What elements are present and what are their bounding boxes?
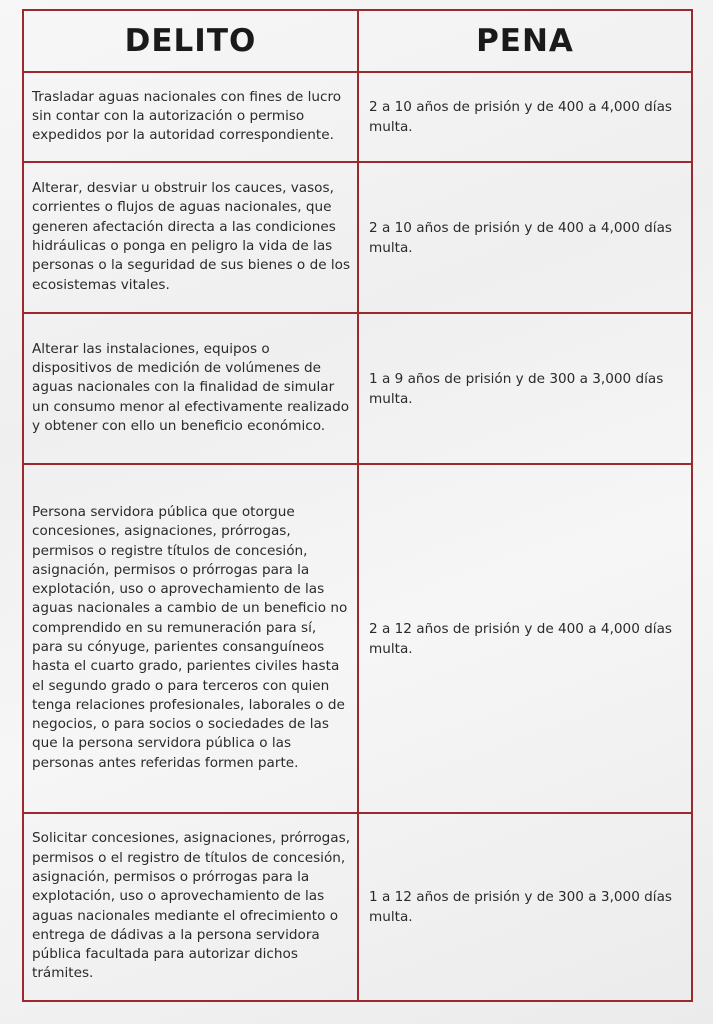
crime-cell: Solicitar concesiones, asignaciones, prórrogas, permisos o el registro de títulos de concesión, asignación, permisos o prórrogas para la explotación, uso o aprovechamiento de las aguas nacionales mediante el ofrecimiento o entrega de dádivas a la persona servidora pública facultada para autorizar dichos trámites.	[23, 813, 358, 1001]
crime-cell: Alterar, desviar u obstruir los cauces, vasos, corrientes o flujos de aguas nacionales, que generen afectación directa a las condiciones hidráulicas o ponga en peligro la vida de las personas o la seguridad de sus bienes o de los ecosistemas vitales.	[23, 162, 358, 313]
table-row	[23, 162, 692, 313]
header-crime: DELITO	[23, 10, 358, 72]
table-row	[23, 313, 692, 464]
table-row	[23, 464, 692, 813]
penalty-cell: 2 a 10 años de prisión y de 400 a 4,000 días multa.	[358, 72, 692, 162]
crime-cell: Alterar las instalaciones, equipos o dispositivos de medición de volúmenes de aguas nacionales con la finalidad de simular un consumo menor al efectivamente realizado y obtener con ello un beneficio económico.	[23, 313, 358, 464]
crimes-penalties-table	[22, 9, 693, 1002]
penalty-cell: 1 a 12 años de prisión y de 300 a 3,000 días multa.	[358, 813, 692, 1001]
table-row	[23, 72, 692, 162]
penalty-cell: 1 a 9 años de prisión y de 300 a 3,000 días multa.	[358, 313, 692, 464]
table-row	[23, 813, 692, 1001]
penalty-cell: 2 a 12 años de prisión y de 400 a 4,000 días multa.	[358, 464, 692, 813]
crime-cell: Trasladar aguas nacionales con fines de lucro sin contar con la autorización o permiso expedidos por la autoridad correspondiente.	[23, 72, 358, 162]
table-header-row	[23, 10, 692, 72]
header-penalty: PENA	[358, 10, 692, 72]
crime-cell: Persona servidora pública que otorgue concesiones, asignaciones, prórrogas, permisos o registre títulos de concesión, asignación, permisos o prórrogas para la explotación, uso o aprovechamiento de las aguas nacionales a cambio de un beneficio no comprendido en su remuneración para sí, para su cónyuge, parientes consanguíneos hasta el cuarto grado, parientes civiles hasta el segundo grado o para terceros con quien tenga relaciones profesionales, laborales o de negocios, o para socios o sociedades de las que la persona servidora pública o las personas antes referidas formen parte.	[23, 464, 358, 813]
penalty-cell: 2 a 10 años de prisión y de 400 a 4,000 días multa.	[358, 162, 692, 313]
